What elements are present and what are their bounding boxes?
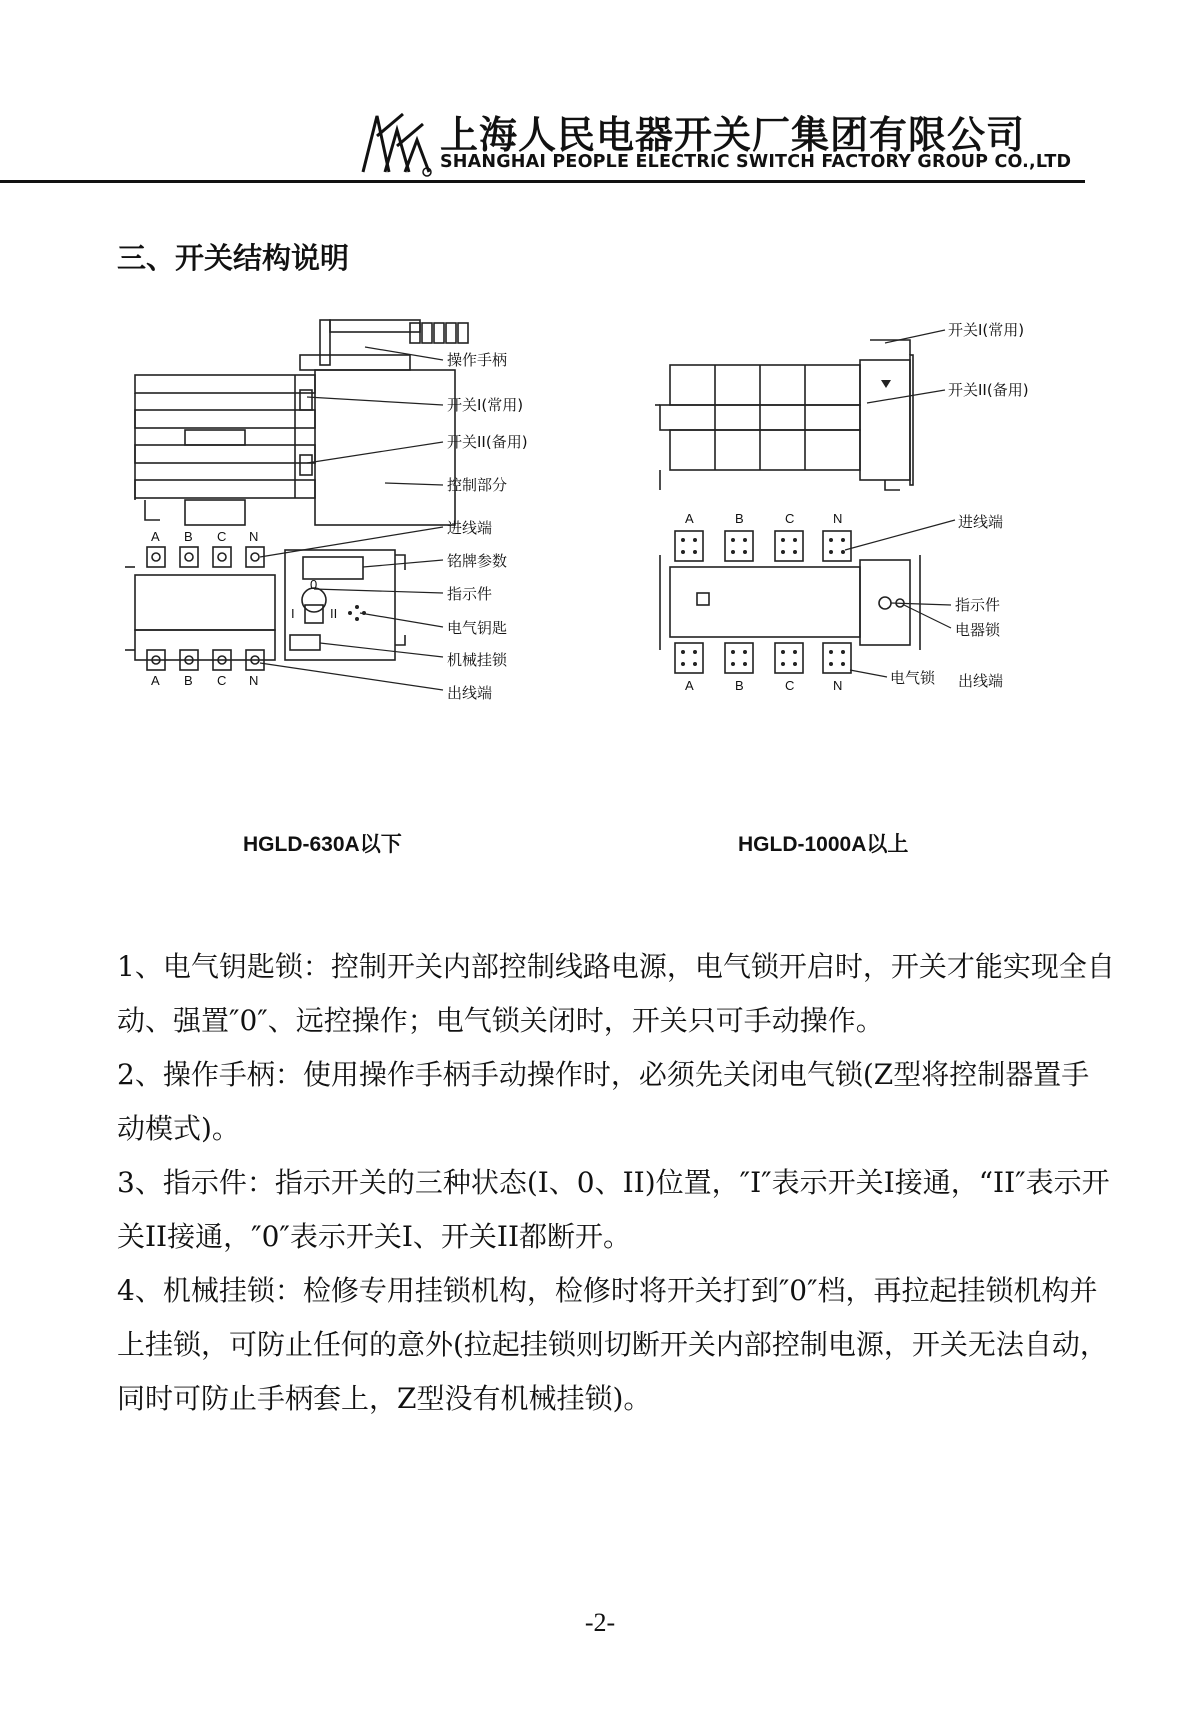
label-switch-2: 开关II(备用) — [447, 433, 528, 451]
switch-diagram-small — [125, 305, 595, 815]
label-input-terminal-large: 进线端 — [958, 513, 1004, 531]
figure-caption-small: HGLD-630A以下 — [243, 833, 402, 856]
label-electric-key: 电气钥匙 — [447, 619, 508, 637]
label-switch-1: 开关I(常用) — [447, 396, 524, 414]
figure-caption-large: HGLD-1000A以上 — [738, 833, 909, 856]
company-name-cn: 上海人民电器开关厂集团有限公司 — [440, 113, 1026, 157]
svg-text:B: B — [184, 529, 193, 544]
body-text — [117, 940, 1117, 1426]
paragraph-indicator: 3、指示件：指示开关的三种状态(I、0、II)位置，″I″表示开关I接通，“II″表示开关II接通，″0″表示开关I、开关II都断开。 — [117, 1166, 1110, 1253]
label-indicator-large: 指示件 — [955, 596, 1001, 614]
svg-text:A: A — [685, 678, 694, 693]
company-logo-icon — [355, 106, 435, 178]
paragraph-mechanical-padlock: 4、机械挂锁：检修专用挂锁机构，检修时将开关打到″0″档，再拉起挂锁机构并上挂锁，可防止任何的意外(拉起挂锁则切断开关内部控制电源，开关无法自动，同时可防止手柄套上，Z型没有机械挂锁)。 — [117, 1274, 1108, 1415]
label-control-part: 控制部分 — [447, 476, 508, 494]
label-input-terminal: 进线端 — [447, 519, 493, 537]
figure-hgld-1000a — [655, 305, 1085, 815]
svg-text:N: N — [249, 673, 259, 688]
svg-text:B: B — [735, 678, 744, 693]
label-switch-1-large: 开关I(常用) — [948, 321, 1025, 339]
label-operating-handle: 操作手柄 — [447, 351, 508, 369]
label-output-terminal: 出线端 — [447, 684, 493, 702]
page-number: -2- — [584, 1608, 616, 1637]
header-divider — [0, 180, 1085, 183]
svg-text:C: C — [217, 529, 227, 544]
label-indicator: 指示件 — [447, 585, 493, 603]
page-header — [0, 100, 1200, 190]
section-title: 三、开关结构说明 — [117, 241, 350, 275]
switch-diagram-large — [655, 305, 1085, 815]
svg-text:A: A — [151, 673, 160, 688]
label-switch-2-large: 开关II(备用) — [948, 381, 1029, 399]
figure-hgld-630a — [125, 305, 595, 815]
svg-text:A: A — [685, 511, 694, 526]
paragraph-operating-handle: 2、操作手柄：使用操作手柄手动操作时，必须先关闭电气锁(Z型将控制器置手动模式)。 — [117, 1058, 1090, 1145]
indicator-mark-i: I — [291, 606, 295, 621]
label-output-terminal-large: 出线端 — [958, 672, 1004, 690]
svg-text:A: A — [151, 529, 160, 544]
label-electric-lock: 电气锁 — [890, 669, 936, 687]
company-name-en: SHANGHAI PEOPLE ELECTRIC SWITCH FACTORY GROUP CO.,LTD — [440, 152, 1072, 172]
label-mechanical-padlock: 机械挂锁 — [447, 651, 508, 669]
paragraph-electric-key-lock: 1、电气钥匙锁：控制开关内部控制线路电源，电气锁开启时，开关才能实现全自动、强置″0″、远控操作；电气锁关闭时，开关只可手动操作。 — [117, 950, 1115, 1037]
svg-text:B: B — [184, 673, 193, 688]
svg-text:N: N — [833, 511, 843, 526]
svg-text:B: B — [735, 511, 744, 526]
svg-text:C: C — [785, 511, 795, 526]
svg-text:N: N — [833, 678, 843, 693]
label-nameplate: 铭牌参数 — [447, 552, 508, 570]
indicator-mark-0: 0 — [310, 577, 318, 592]
svg-text:C: C — [217, 673, 227, 688]
indicator-mark-ii: II — [330, 606, 338, 621]
svg-text:C: C — [785, 678, 795, 693]
svg-text:N: N — [249, 529, 259, 544]
label-appliance-lock: 电器锁 — [955, 621, 1001, 639]
